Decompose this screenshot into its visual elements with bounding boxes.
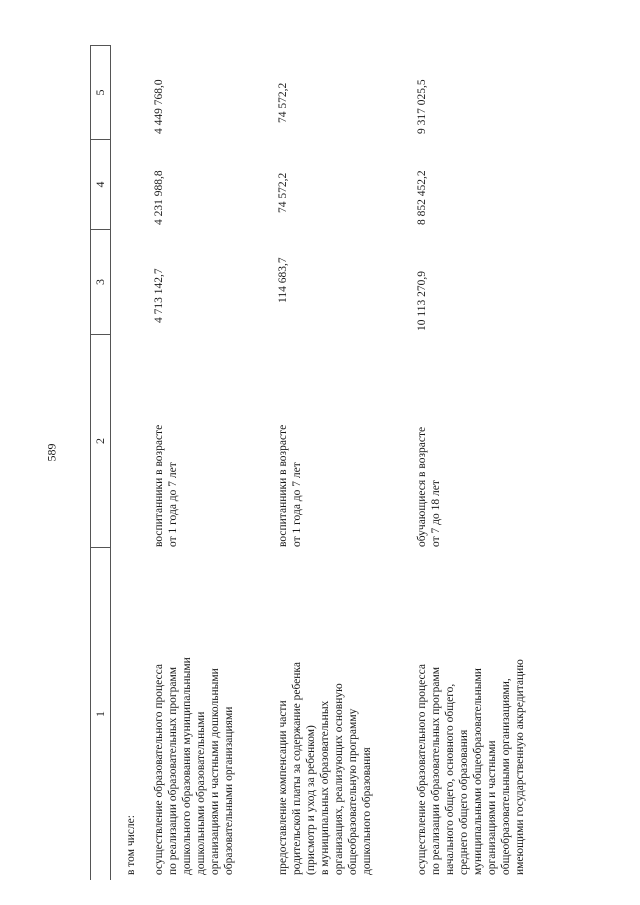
budget-table	[90, 40, 585, 880]
column-header-1: 1	[93, 711, 107, 717]
intro-text: в том числе:	[125, 815, 137, 875]
row-1-col3: 4 713 142,7	[153, 268, 165, 323]
row-1-col4: 4 231 988,8	[153, 170, 165, 225]
row-1-name: осуществление образовательного процесса по реализации образовательных программ дошкольного образования муниципальными дошкольными образовательными организациями и частными дошкольными образовательными организациями	[153, 657, 235, 875]
row-1-col5: 4 449 768,0	[153, 79, 165, 134]
column-header-4: 4	[93, 181, 107, 188]
row-3-recipients: обучающиеся в возрасте от 7 до 18 лет	[416, 426, 442, 547]
row-2-col5: 74 572,2	[277, 82, 289, 123]
page-number	[38, 438, 66, 466]
row-3-col3: 10 113 270,9	[416, 271, 428, 331]
row-2-col4: 74 572,2	[277, 172, 289, 213]
row-2-name: предоставление компенсации части родительской платы за содержание ребенка (присмотр и уход за ребенком) в муниципальных образовательных организациях, реализующих основную общеобразовательную программу дошкольного образования	[277, 662, 373, 875]
row-2-col3: 114 683,7	[277, 257, 289, 303]
row-3-col5: 9 317 025,5	[416, 79, 428, 134]
page-number-text: 589	[44, 443, 59, 461]
row-3-name: осуществление образовательного процесса по реализации образовательных программ начального общего, основного общего, среднего общего образования муниципальными общеобразовательными организациями и частными общеобразовательными организациями, имеющими государственную аккредитацию	[416, 659, 526, 875]
row-2-recipients: воспитанники в возрасте от 1 года до 7 лет	[277, 424, 303, 547]
header-bottom-border	[110, 45, 111, 880]
row-3-col4: 8 852 452,2	[416, 170, 428, 225]
column-header-3: 3	[93, 279, 107, 285]
row-1-recipients: воспитанники в возрасте от 1 года до 7 лет	[153, 424, 179, 547]
column-header-2: 2	[93, 438, 107, 444]
column-header-5: 5	[93, 89, 107, 96]
